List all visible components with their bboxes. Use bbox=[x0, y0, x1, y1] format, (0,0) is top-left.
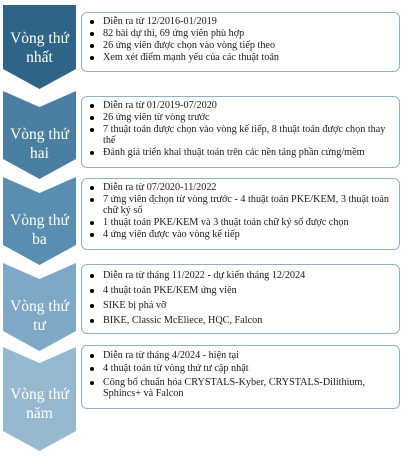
stage-1-item-text: Diễn ra từ 12/2016-01/2019 bbox=[103, 16, 217, 27]
stage-1-item-text: Xem xét điểm mạnh yếu của các thuật toán bbox=[103, 52, 279, 63]
stage-1-item bbox=[90, 28, 395, 39]
stage-4-chevron bbox=[3, 263, 76, 351]
stage-3-label-line-1: Vòng thứ bbox=[10, 212, 69, 229]
stage-4-label bbox=[3, 297, 76, 335]
stage-2-label-line-2: hai bbox=[30, 145, 49, 162]
bullet-icon bbox=[90, 186, 94, 190]
stage-4-item-text: BIKE, Classic McEliece, HQC, Falcon bbox=[103, 314, 263, 326]
bullet-icon bbox=[90, 381, 94, 385]
stage-4-item bbox=[90, 270, 395, 281]
stage-1-item-text: 82 bài dự thi, 69 ứng viên phù hợp bbox=[103, 28, 245, 39]
stage-5-label-line-2: năm bbox=[26, 405, 53, 422]
stage-4-item-text: SIKE bị phá vỡ bbox=[103, 299, 167, 311]
stage-2-item-text: Đánh giá triển khai thuật toán trên các nền tảng phần cứng/mềm bbox=[103, 147, 365, 159]
stage-4-item bbox=[90, 300, 395, 311]
stage-4-item bbox=[90, 285, 395, 296]
stage-5-item-text: 4 thuật toán từ vòng thứ tư cập nhật bbox=[103, 363, 249, 375]
bullet-icon bbox=[90, 354, 94, 358]
bullet-icon bbox=[90, 32, 94, 36]
stage-5-item bbox=[90, 377, 395, 400]
stage-3-details bbox=[81, 178, 400, 250]
stage-1-label-line-1: Vòng thứ bbox=[10, 30, 69, 47]
stage-2-label-line-1: Vòng thứ bbox=[10, 126, 69, 143]
stage-5-label-line-1: Vòng thứ bbox=[10, 386, 69, 403]
stage-3-item bbox=[90, 194, 395, 217]
bullet-icon bbox=[90, 221, 94, 225]
stage-3-item bbox=[90, 229, 395, 240]
bullet-icon bbox=[90, 116, 94, 120]
bullet-icon bbox=[90, 233, 94, 237]
stage-4-item-text: Diễn ra từ tháng 11/2022 - dự kiến tháng 12/2024 bbox=[103, 270, 306, 281]
stage-3-chevron bbox=[3, 177, 76, 265]
stage-1-item bbox=[90, 52, 395, 63]
stage-2-item-text: Diễn ra từ 01/2019-07/2020 bbox=[103, 100, 217, 111]
stage-3-item-text: Diễn ra từ 07/2020-11/2022 bbox=[103, 182, 217, 193]
stage-1-label-line-2: nhất bbox=[26, 49, 53, 66]
bullet-icon bbox=[90, 367, 94, 371]
stage-2-chevron bbox=[3, 91, 76, 179]
stage-2-item bbox=[90, 112, 395, 123]
stage-3-item-text: 4 ứng viên được vào vòng kế tiếp bbox=[103, 229, 240, 241]
stage-5-details bbox=[81, 345, 400, 409]
bullet-icon bbox=[90, 56, 94, 60]
bullet-icon bbox=[90, 274, 94, 278]
stage-1-chevron bbox=[3, 5, 76, 89]
stage-5-item bbox=[90, 350, 395, 361]
stage-5-chevron bbox=[3, 347, 76, 451]
stage-1-label bbox=[3, 29, 76, 67]
bullet-icon bbox=[90, 289, 94, 293]
bullet-icon bbox=[90, 44, 94, 48]
bullet-icon bbox=[90, 304, 94, 308]
bullet-icon bbox=[90, 20, 94, 24]
stage-4-label-line-1: Vòng thứ bbox=[10, 298, 69, 315]
stage-2-label bbox=[3, 125, 76, 163]
stage-4-item bbox=[90, 315, 395, 326]
stage-3-item bbox=[90, 217, 395, 228]
stage-1-item-text: 26 ứng viên được chọn vào vòng tiếp theo bbox=[103, 40, 276, 51]
stage-2-item bbox=[90, 124, 395, 147]
stage-5-item bbox=[90, 363, 395, 374]
stage-1-details bbox=[81, 12, 400, 72]
stage-5-item-text: Diễn ra từ tháng 4/2024 - hiện tại bbox=[103, 350, 239, 361]
stage-4-details bbox=[81, 264, 400, 334]
bullet-icon bbox=[90, 198, 94, 202]
stage-2-item bbox=[90, 100, 395, 111]
stage-3-label bbox=[3, 211, 76, 249]
stage-3-item-text: 7 ứng viên đ̣chọn từ vòng trước - 4 thuật toán PKE/KEM, 3 thuật toán chữ ký số bbox=[103, 194, 389, 217]
stage-3-item-text: 1 thuật toán PKE/KEM và 3 thuật toán chữ ký số được chọn bbox=[103, 217, 349, 229]
stage-4-label-line-2: tư bbox=[33, 317, 46, 334]
stage-3-label-line-2: ba bbox=[32, 231, 47, 248]
bullet-icon bbox=[90, 128, 94, 132]
stage-1-item bbox=[90, 16, 395, 27]
bullet-icon bbox=[90, 104, 94, 108]
stage-1-item bbox=[90, 40, 395, 51]
stage-5-label bbox=[3, 385, 76, 423]
stage-4-item-text: 4 thuật toán PKE/KEM ứng viên bbox=[103, 284, 237, 296]
stage-2-details bbox=[81, 96, 400, 168]
bullet-icon bbox=[90, 151, 94, 155]
bullet-icon bbox=[90, 319, 94, 323]
stage-2-item-text: 26 ứng viên từ vòng trước bbox=[103, 112, 210, 123]
stage-5-item-text: Công bố chuẩn hóa CRYSTALS-Kyber, CRYSTALS-Dilithium, Sphincs+ và Falcon bbox=[103, 376, 365, 400]
stage-3-item bbox=[90, 182, 395, 193]
stage-2-item-text: 7 thuật toán được chọn vào vòng kế tiếp, 8 thuật toán được chọn thay thế bbox=[103, 124, 386, 147]
stage-2-item bbox=[90, 147, 395, 158]
